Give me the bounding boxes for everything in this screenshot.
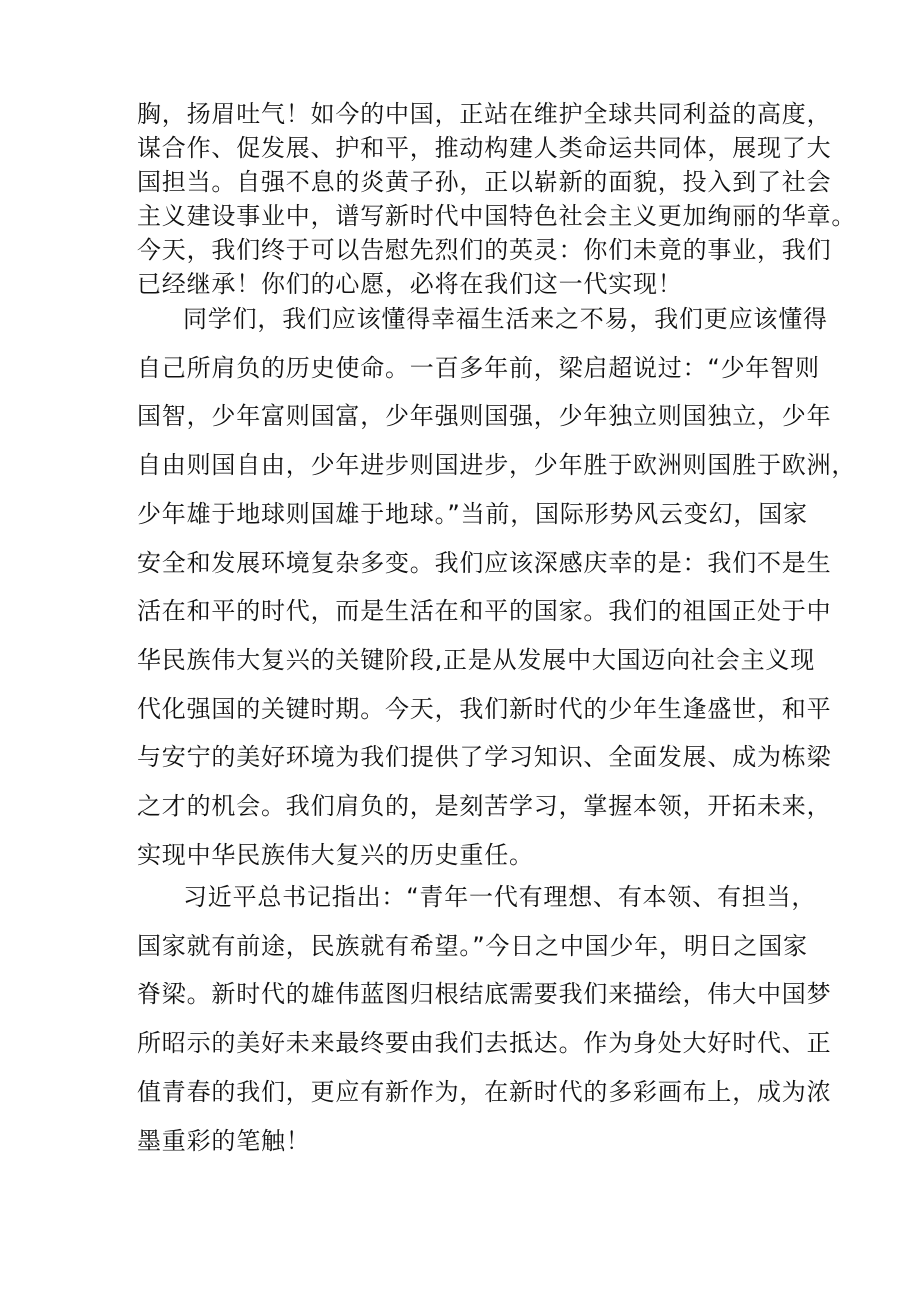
text-line: 国智，少年富则国富，少年强则国强，少年独立则国独立，少年 bbox=[137, 402, 832, 431]
paragraph-2 bbox=[137, 295, 857, 879]
text-line: 今天，我们终于可以告慰先烈们的英灵：你们未竟的事业，我们 bbox=[137, 236, 832, 264]
paragraph-3 bbox=[137, 873, 832, 1165]
text-line: 华民族伟大复兴的关键阶段,正是从发展中大国迈向社会主义现 bbox=[137, 645, 816, 674]
text-line: 安全和发展环境复杂多变。我们应该深感庆幸的是：我们不是生 bbox=[137, 548, 832, 577]
text-line: 少年雄于地球则国雄于地球。”当前，国际形势风云变幻，国家 bbox=[137, 499, 808, 528]
text-line: 国家就有前途，民族就有希望。”今日之中国少年，明日之国家 bbox=[137, 931, 808, 960]
text-line: 代化强国的关键时期。今天，我们新时代的少年生逢盛世，和平 bbox=[137, 694, 832, 723]
text-line: 实现中华民族伟大复兴的历史重任。 bbox=[137, 840, 534, 869]
text-line: 谋合作、促发展、护和平，推动构建人类命运共同体，展现了大 bbox=[137, 134, 832, 162]
text-line: 胸，扬眉吐气！如今的中国，正站在维护全球共同利益的高度， bbox=[137, 100, 832, 128]
text-line: 活在和平的时代，而是生活在和平的国家。我们的祖国正处于中 bbox=[137, 597, 832, 626]
text-line: 值青春的我们，更应有新作为，在新时代的多彩画布上，成为浓 bbox=[137, 1077, 832, 1106]
text-line: 自由则国自由，少年进步则国进步，少年胜于欧洲则国胜于欧洲， bbox=[137, 451, 857, 480]
text-line: 所昭示的美好未来最终要由我们去抵达。作为身处大好时代、正 bbox=[137, 1029, 832, 1058]
text-line: 与安宁的美好环境为我们提供了学习知识、全面发展、成为栋梁 bbox=[137, 743, 832, 772]
text-line: 之才的机会。我们肩负的，是刻苦学习，掌握本领，开拓未来， bbox=[137, 792, 832, 821]
text-line-indented: 习近平总书记指出：“青年一代有理想、有本领、有担当， bbox=[183, 883, 817, 911]
text-line: 国担当。自强不息的炎黄子孙，正以崭新的面貌，投入到了社会 bbox=[137, 168, 832, 196]
text-line: 主义建设事业中，谱写新时代中国特色社会主义更加绚丽的华章。 bbox=[137, 202, 857, 230]
text-line: 墨重彩的笔触！ bbox=[137, 1126, 311, 1155]
text-line-indented: 同学们，我们应该懂得幸福生活来之不易，我们更应该懂得 bbox=[183, 305, 828, 333]
paragraph-1 bbox=[137, 97, 857, 301]
text-line: 脊梁。新时代的雄伟蓝图归根结底需要我们来描绘，伟大中国梦 bbox=[137, 980, 832, 1009]
text-line: 已经继承！你们的心愿，必将在我们这一代实现！ bbox=[137, 270, 683, 298]
text-line: 自己所肩负的历史使命。一百多年前，梁启超说过：“少年智则 bbox=[137, 353, 820, 382]
